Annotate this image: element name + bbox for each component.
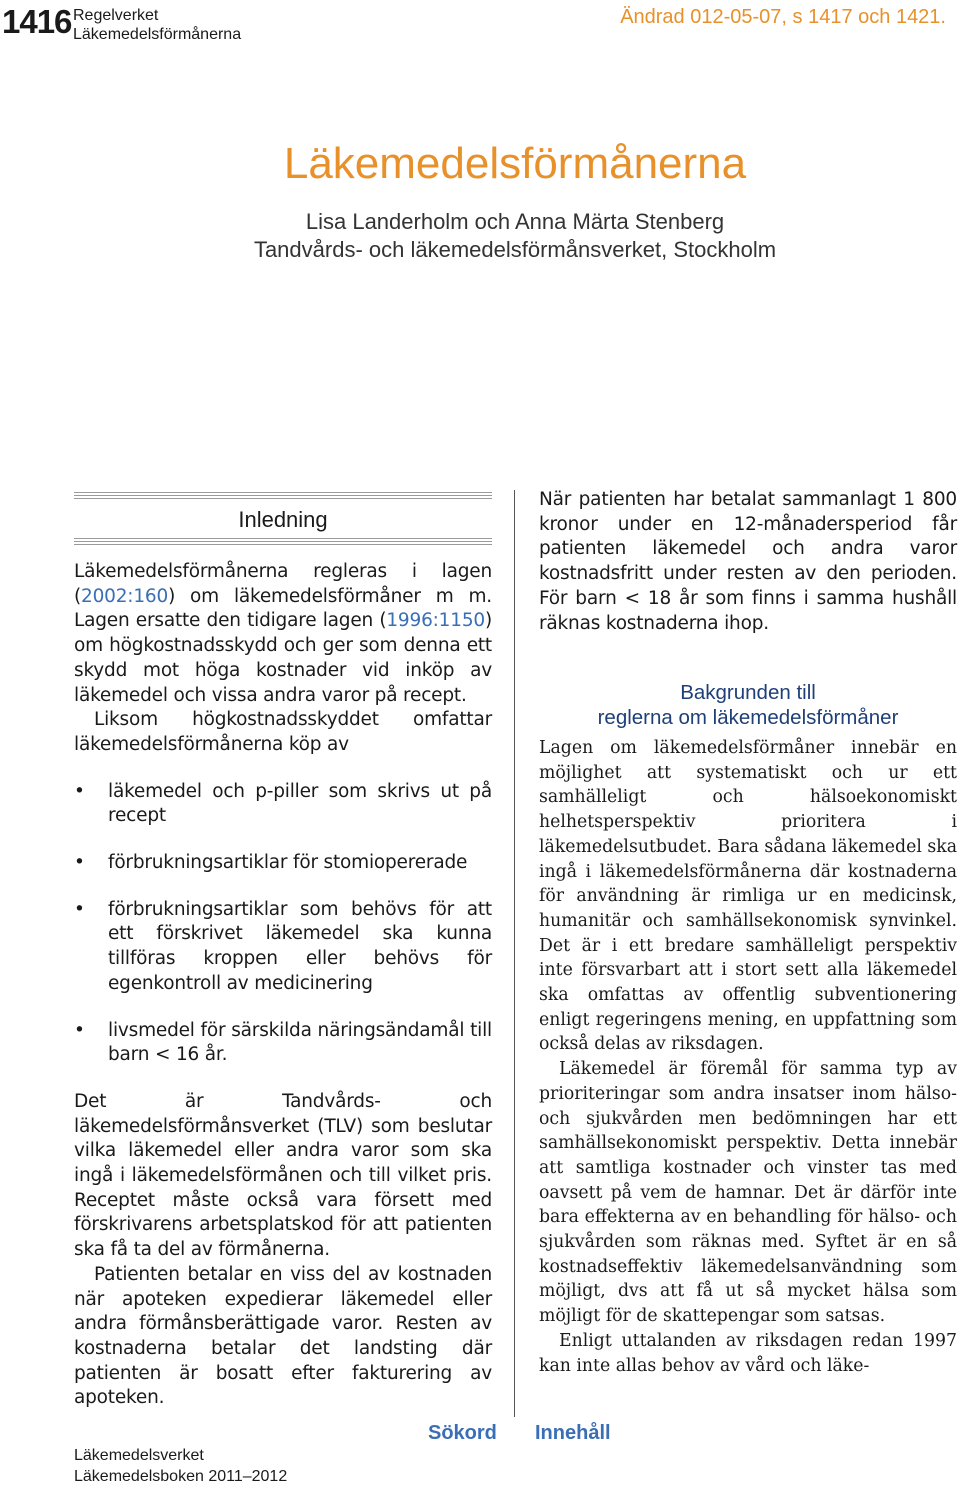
affiliation: Tandvårds- och läkemedelsförmånsverket, Stockholm [253,237,777,262]
index-link[interactable]: Sökord [428,1422,497,1444]
section-heading: Inledning [238,507,328,532]
paragraph [74,560,492,708]
paragraph: Lagen om läkemedelsförmåner innebär en möjlighet att systematiskt och ur ett samhälleligt och hälsoekonomiskt helhetsperspektiv prioritera i läkemedelsutbudet. Bara sådana läkemedel ska ingå i läkemedelsförmånerna där kostnaderna för användning är rimliga ur en medicinsk, humanitär och samhällsekonomisk synvinkel. Det är i ett bredare samhälleligt perspektiv inte försvarbart att i stort sett alla läkemedel ska omfattas av offentlig subventionering enligt regeringens mening, en uppfattning som också delas av riksdagen. [539,738,957,1055]
right-column-top [539,488,957,636]
paragraph: Liksom högkostnadsskyddet omfattar läkemedelsförmånerna köp av [74,709,492,755]
article-title: Läkemedelsförmånerna [283,139,747,188]
law-link-1996-1150[interactable]: 1996:1150 [386,610,485,632]
text-span: Läkemedelsförmånerna regleras i lagen ( [74,561,492,607]
paragraph: Patienten betalar en viss del av kostnaden när apoteken expedierar läkemedel eller andra förmånsberättigade varor. Resten av kostnaderna betalar det landsting där patienten är bosatt efter fakturering av apoteken. [74,1263,492,1409]
paragraph: Läkemedel är föremål för samma typ av prioriteringar som andra insatser inom hälso- och sjukvården men bedömningen har ett samhällsekonomiskt perspektiv. Detta innebär att samtliga kostnader och vinster tas med oavsett på vem de hamnar. Det är därför inte bara effekterna av en behandling för hälso- och sjukvården som räknas med. Syftet är en så kostnadseffektiv läkemedelsanvändning som möjligt, dvs att få ut så mycket hälsa som möjligt för de skattepengar som satsas. [539,1059,957,1327]
column-divider [514,490,515,1417]
list-item: • livsmedel för särskilda näringsändamål till barn < 16 år. [74,1019,492,1068]
page-number: 1416 [2,3,72,40]
subsection-heading-line: reglerna om läkemedelsförmåner [597,706,899,729]
list-item: • förbrukningsartiklar som behövs för att ett förskrivet läkemedel ska kunna tillföras kroppen eller behövs för egenkontroll av medicinering [74,898,492,997]
left-column [74,560,492,1411]
list-item: • läkemedel och p-piller som skrivs ut på recept [74,780,492,829]
change-note: Ändrad 012-05-07, s 1417 och 1421. [620,6,946,28]
coverage-list [74,780,492,1068]
running-header-section: Regelverket [73,7,159,24]
article-byline [0,208,960,264]
paragraph: När patienten har betalat sammanlagt 1 800 kronor under en 12-månadersperiod får patienten läkemedel och andra varor kostnadsfritt under resten av den perioden. För barn < 18 år som finns i samma hushåll räknas kostnaderna ihop. [539,489,957,634]
paragraph: Det är Tandvårds- och läkemedelsförmånsverket (TLV) som beslutar vilka läkemedel eller andra varor som ska ingå i läkemedelsförmånen och till vilket pris. Receptet måste också vara försett med förskrivarens arbetsplatskod för att patienten ska få ta del av förmånerna. [74,1090,492,1261]
section-rule-bottom [74,538,492,547]
law-link-2002-160[interactable]: 2002:160 [81,585,169,607]
text-span: ) om läkemedelsförmåner m m. Lagen ersatte den tidigare lagen ( [74,585,492,632]
paragraph: Enligt uttalanden av riksdagen redan 1997 kan inte allas behov av vård och läke- [539,1330,957,1376]
subsection-heading-line: Bakgrunden till [680,681,816,704]
contents-link[interactable]: Innehåll [535,1422,611,1444]
text-span: ) om högkostnadsskydd och ger som denna ett skydd mot höga kostnader vid inköp av läkemedel och vissa andra varor på recept. [74,610,492,706]
running-header [73,6,241,44]
running-header-chapter: Läkemedelsförmånerna [73,26,242,43]
authors: Lisa Landerholm och Anna Märta Stenberg [305,209,725,234]
right-column-body [539,736,957,1378]
subsection-heading [539,680,957,730]
list-item: • förbrukningsartiklar för stomiopererade [74,851,492,876]
footer-book: Läkemedelsboken 2011–2012 [74,1468,288,1485]
section-rule-top [74,492,492,501]
footer-publisher: Läkemedelsverket [74,1447,204,1464]
